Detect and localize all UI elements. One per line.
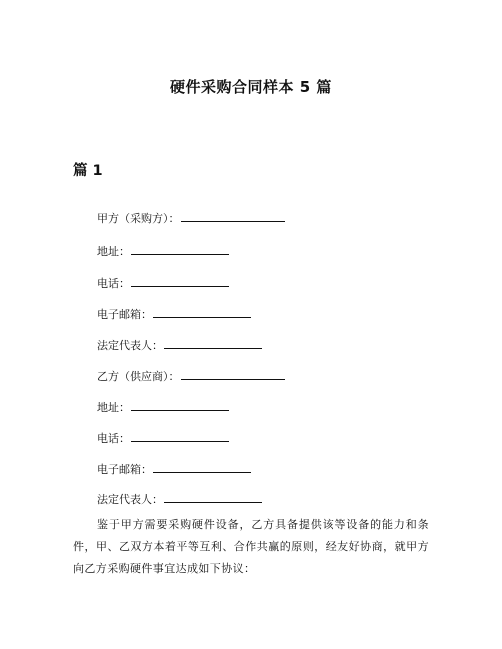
blank-line <box>164 336 262 349</box>
party-b-address-field <box>97 398 229 416</box>
blank-line <box>181 209 285 222</box>
party-b-name-field <box>97 367 285 385</box>
intro-paragraph: 鉴于甲方需要采购硬件设备，乙方具备提供该等设备的能力和条件，甲、乙双方本着平等互利、合作共赢的原则，经友好协商，就甲方向乙方采购硬件事宜达成如下协议： <box>73 518 429 575</box>
section-heading: 篇 1 <box>73 163 103 179</box>
party-b-phone-field <box>97 429 229 447</box>
field-label: 甲方（采购方）： <box>97 212 180 225</box>
field-label: 电子邮箱： <box>97 463 152 476</box>
field-label: 地址： <box>97 245 130 258</box>
blank-line <box>131 398 229 411</box>
blank-line <box>153 305 251 318</box>
field-label: 法定代表人： <box>97 339 163 352</box>
party-b-email-field <box>97 460 251 478</box>
field-label: 乙方（供应商）： <box>97 370 180 383</box>
blank-line <box>181 367 285 380</box>
blank-line <box>153 460 251 473</box>
blank-line <box>131 274 229 287</box>
field-label: 法定代表人： <box>97 493 163 506</box>
field-label: 电话： <box>97 432 130 445</box>
party-a-name-field <box>97 209 285 227</box>
field-label: 地址： <box>97 401 130 414</box>
party-a-legal-rep-field <box>97 336 262 354</box>
party-a-email-field <box>97 305 251 323</box>
party-a-address-field <box>97 242 229 260</box>
blank-line <box>164 490 262 503</box>
blank-line <box>131 242 229 255</box>
document-title: 硬件采购合同样本 5 篇 <box>170 78 332 96</box>
field-label: 电话： <box>97 277 130 290</box>
party-a-phone-field <box>97 274 229 292</box>
blank-line <box>131 429 229 442</box>
field-label: 电子邮箱： <box>97 308 152 321</box>
party-b-legal-rep-field <box>97 490 262 508</box>
